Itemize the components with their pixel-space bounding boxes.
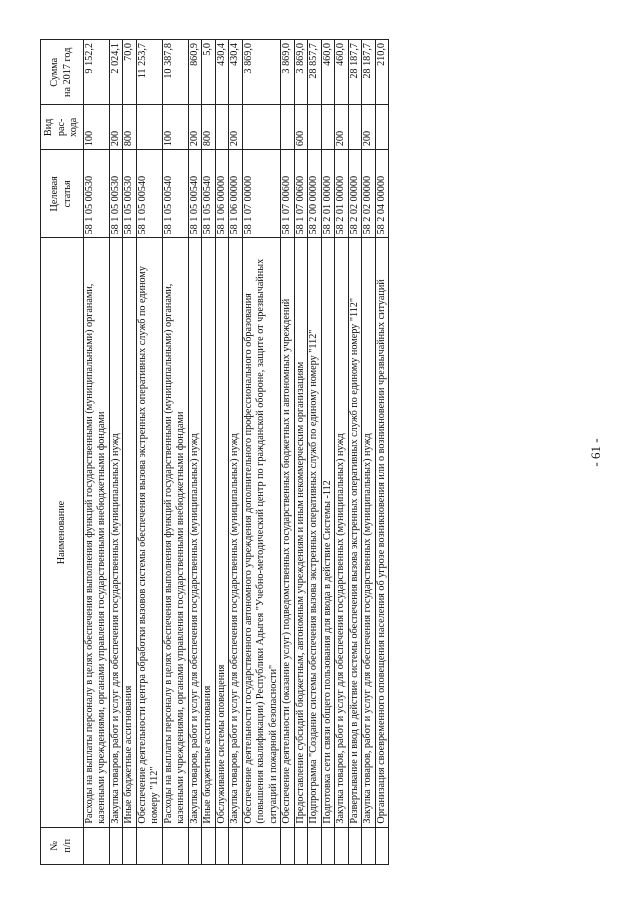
- row-num: [321, 827, 335, 864]
- row-num: [335, 827, 349, 864]
- row-num: [215, 827, 229, 864]
- row-name: Обеспечение деятельности (оказание услуг) подведомственных государственных бюджетных и автономных учреждений: [281, 238, 295, 827]
- row-expense-type: [348, 105, 362, 150]
- table-row: [321, 40, 335, 865]
- row-sum: 460,0: [321, 40, 335, 106]
- row-target-article: 58 1 05 00540: [136, 150, 162, 238]
- row-sum: 2 024,1: [109, 40, 123, 106]
- row-num: [136, 827, 162, 864]
- table-row: [215, 40, 229, 865]
- row-expense-type: 800: [202, 105, 216, 150]
- row-sum: 28 857,7: [308, 40, 322, 106]
- row-name: Закупка товаров, работ и услуг для обеспечения государственных (муниципальных) нужд: [188, 238, 202, 827]
- row-name: Закупка товаров, работ и услуг для обеспечения государственных (муниципальных) нужд: [109, 238, 123, 827]
- row-sum: 210,0: [375, 40, 389, 106]
- row-num: [109, 827, 123, 864]
- row-name: Подготовка сети связи общего пользования для ввода в действие Системы -112: [321, 238, 335, 827]
- row-target-article: 58 1 05 00530: [109, 150, 123, 238]
- row-name: Закупка товаров, работ и услуг для обеспечения государственных (муниципальных) нужд: [335, 238, 349, 827]
- table-row: [136, 40, 162, 865]
- row-num: [229, 827, 243, 864]
- row-name: Организация своевременного оповещения населения об угрозе возникновения или о возникновении чрезвычайных ситуаций: [375, 238, 389, 827]
- row-expense-type: 600: [294, 105, 308, 150]
- row-num: [162, 827, 188, 864]
- row-expense-type: 800: [123, 105, 137, 150]
- row-expense-type: [375, 105, 389, 150]
- header-expense-type: Вид рас- хода: [41, 105, 84, 150]
- table-header-row: [41, 40, 84, 865]
- row-target-article: 58 1 07 00600: [281, 150, 295, 238]
- table-row: [375, 40, 389, 865]
- row-target-article: 58 2 02 00000: [362, 150, 376, 238]
- row-target-article: 58 1 05 00530: [83, 150, 109, 238]
- row-sum: 460,0: [335, 40, 349, 106]
- budget-table: [40, 39, 389, 865]
- table-body: [83, 40, 389, 865]
- header-sum: Сумма на 2017 год: [41, 40, 84, 106]
- row-num: [83, 827, 109, 864]
- row-num: [281, 827, 295, 864]
- table-row: [229, 40, 243, 865]
- row-sum: 9 152,2: [83, 40, 109, 106]
- row-num: [308, 827, 322, 864]
- row-num: [242, 827, 281, 864]
- row-target-article: 58 1 06 00000: [215, 150, 229, 238]
- row-name: Предоставление субсидий бюджетным, автономным учреждениям и иным некоммерческим организациям: [294, 238, 308, 827]
- row-expense-type: [242, 105, 281, 150]
- row-sum: 430,4: [229, 40, 243, 106]
- row-num: [188, 827, 202, 864]
- row-expense-type: [281, 105, 295, 150]
- row-name: Обслуживание системы оповещения: [215, 238, 229, 827]
- table-row: [348, 40, 362, 865]
- table-row: [362, 40, 376, 865]
- row-target-article: 58 1 05 00540: [188, 150, 202, 238]
- row-sum: 3 869,0: [294, 40, 308, 106]
- row-expense-type: [215, 105, 229, 150]
- row-name: Обеспечение деятельности центра обработки вызовов системы обеспечения вызова экстренных оперативных служб по единому номеру "112": [136, 238, 162, 827]
- row-target-article: 58 1 05 00540: [162, 150, 188, 238]
- row-target-article: 58 2 01 00000: [335, 150, 349, 238]
- row-num: [123, 827, 137, 864]
- row-num: [202, 827, 216, 864]
- row-sum: 5,0: [202, 40, 216, 106]
- row-name: Подпрограмма "Создание системы обеспечения вызова экстренных оперативных служб по единому номеру "112": [308, 238, 322, 827]
- row-num: [348, 827, 362, 864]
- row-expense-type: 200: [188, 105, 202, 150]
- row-sum: 3 869,0: [281, 40, 295, 106]
- row-sum: 70,0: [123, 40, 137, 106]
- row-target-article: 58 2 02 00000: [348, 150, 362, 238]
- table-row: [242, 40, 281, 865]
- row-name: Закупка товаров, работ и услуг для обеспечения государственных (муниципальных) нужд: [362, 238, 376, 827]
- row-sum: 11 253,7: [136, 40, 162, 106]
- header-num: № п/п: [41, 827, 84, 864]
- row-target-article: 58 1 05 00530: [123, 150, 137, 238]
- row-num: [294, 827, 308, 864]
- row-target-article: 58 2 04 00000: [375, 150, 389, 238]
- row-target-article: 58 1 06 00000: [229, 150, 243, 238]
- row-target-article: 58 2 00 00000: [308, 150, 322, 238]
- row-target-article: 58 1 07 00000: [242, 150, 281, 238]
- row-name: Закупка товаров, работ и услуг для обеспечения государственных (муниципальных) нужд: [229, 238, 243, 827]
- row-name: Обеспечение деятельности государственного автономного учреждения дополнительного профессионального образования (повышения квалификации) Республики Адыгея "Учебно-методический центр по гражданской обороне, защите от чрезвычайных ситуаций и пожарной безопасности": [242, 238, 281, 827]
- row-expense-type: [308, 105, 322, 150]
- header-name: Наименование: [41, 238, 84, 827]
- table-row: [109, 40, 123, 865]
- row-expense-type: [136, 105, 162, 150]
- table-row: [83, 40, 109, 865]
- table-row: [335, 40, 349, 865]
- row-sum: 10 387,8: [162, 40, 188, 106]
- table-row: [123, 40, 137, 865]
- row-name: Иные бюджетные ассигнования: [202, 238, 216, 827]
- table-row: [281, 40, 295, 865]
- row-expense-type: 200: [229, 105, 243, 150]
- table-row: [308, 40, 322, 865]
- row-sum: 3 869,0: [242, 40, 281, 106]
- table-row: [202, 40, 216, 865]
- row-sum: 860,9: [188, 40, 202, 106]
- header-target-article: Целевая статья: [41, 150, 84, 238]
- row-name: Иные бюджетные ассигнования: [123, 238, 137, 827]
- row-sum: 28 187,7: [362, 40, 376, 106]
- row-expense-type: 100: [162, 105, 188, 150]
- table-row: [294, 40, 308, 865]
- row-name: Расходы на выплаты персоналу в целях обеспечения выполнения функций государственными (муниципальными) органами, казенными учреждениями, органами управления государственными внебюджетными фондами: [162, 238, 188, 827]
- table-row: [188, 40, 202, 865]
- row-expense-type: 100: [83, 105, 109, 150]
- row-name: Расходы на выплаты персоналу в целях обеспечения выполнения функций государственными (муниципальными) органами, казенными учреждениями, органами управления государственными внебюджетными фондами: [83, 238, 109, 827]
- row-sum: 430,4: [215, 40, 229, 106]
- row-num: [362, 827, 376, 864]
- row-expense-type: 200: [362, 105, 376, 150]
- row-target-article: 58 2 01 00000: [321, 150, 335, 238]
- page-number: - 61 -: [588, 438, 603, 467]
- row-expense-type: [321, 105, 335, 150]
- table-row: [162, 40, 188, 865]
- row-name: Развертывание и ввод в действие системы обеспечения вызова экстренных оперативных служб по единому номеру "112": [348, 238, 362, 827]
- row-expense-type: 200: [109, 105, 123, 150]
- row-num: [375, 827, 389, 864]
- row-sum: 28 187,7: [348, 40, 362, 106]
- row-target-article: 58 1 07 00600: [294, 150, 308, 238]
- row-target-article: 58 1 05 00540: [202, 150, 216, 238]
- row-expense-type: 200: [335, 105, 349, 150]
